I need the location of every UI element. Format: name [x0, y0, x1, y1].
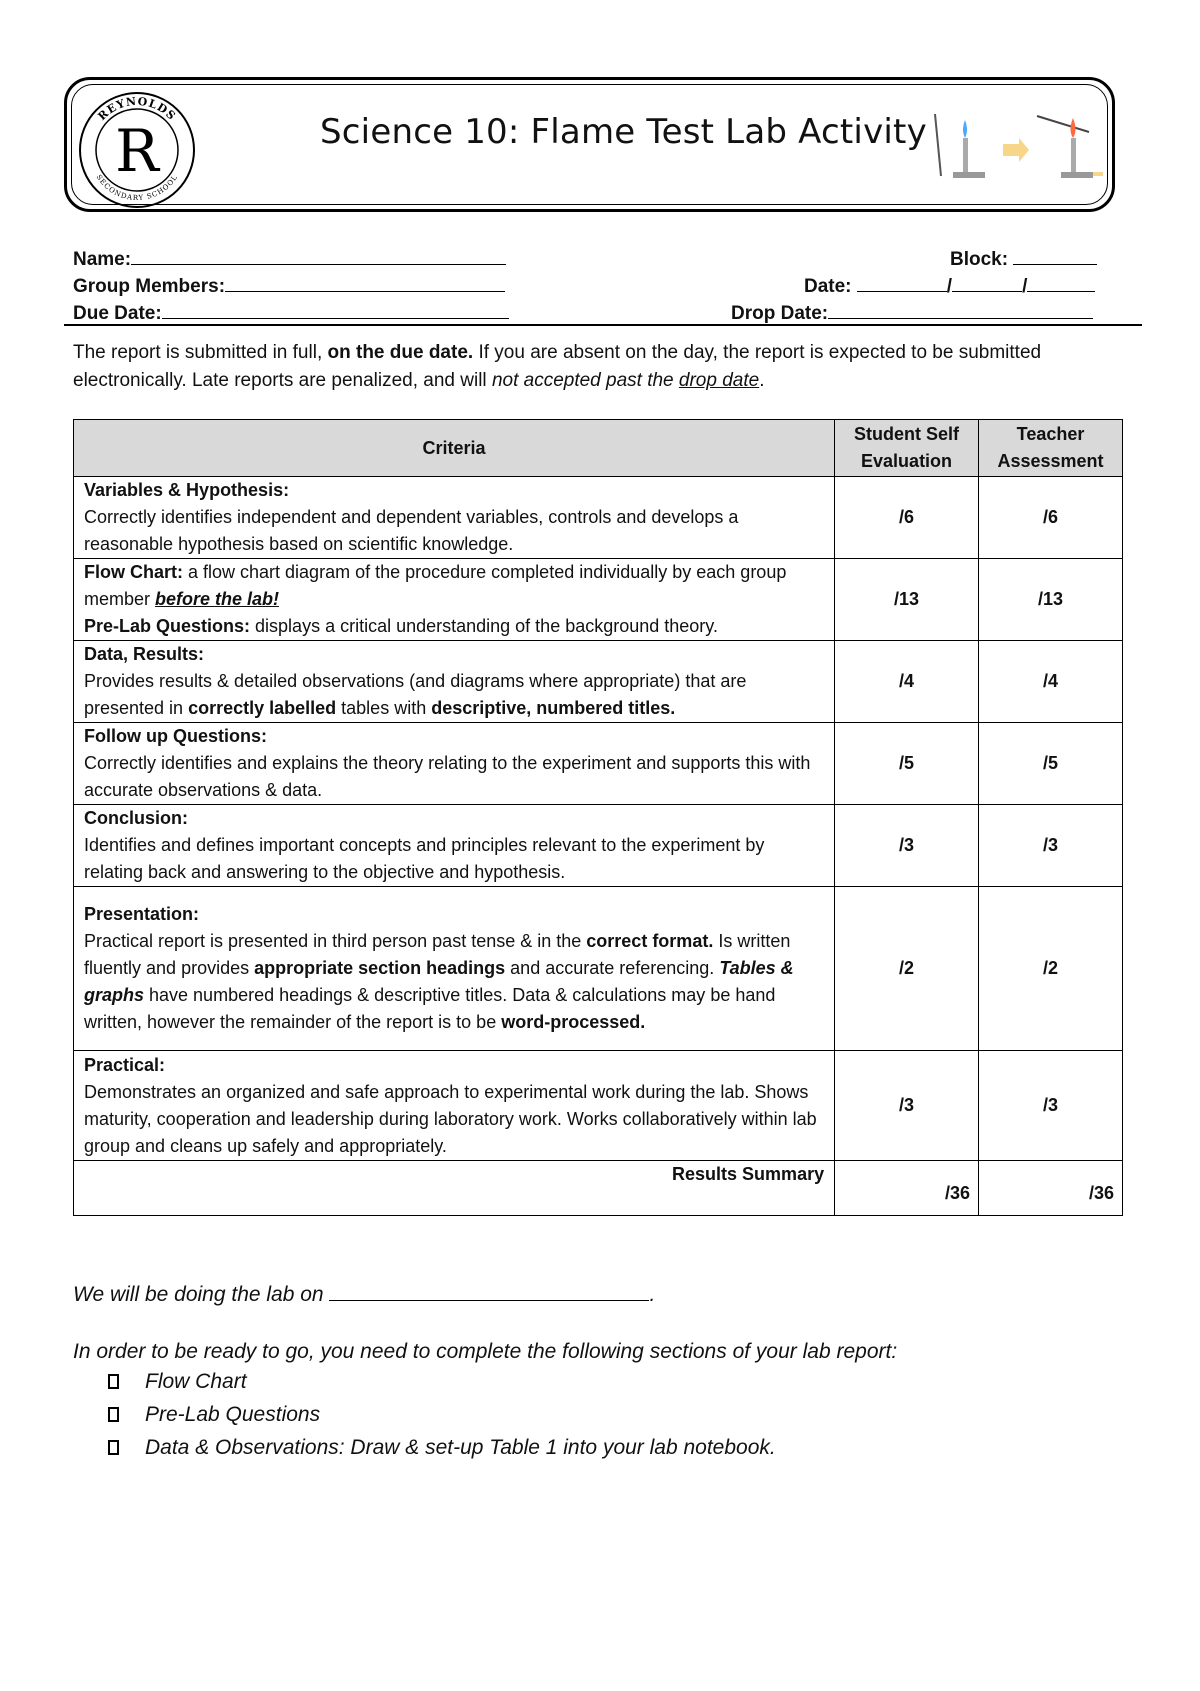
- summary-row: [74, 1161, 1123, 1216]
- list-item[interactable]: Pre-Lab Questions: [108, 1398, 776, 1431]
- table-row: [74, 477, 1123, 559]
- self-total[interactable]: /36: [835, 1161, 979, 1216]
- table-row: [74, 805, 1123, 887]
- teacher-header: Teacher Assessment: [979, 420, 1123, 477]
- criteria-cell: Data, Results: Provides results & detailed observations (and diagrams where appropriate) that are presented in correctly labelled tables with descriptive, numbered titles.: [74, 641, 835, 723]
- criteria-cell: Conclusion: Identifies and defines important concepts and principles relevant to the experiment by relating back and answering to the objective and hypothesis.: [74, 805, 835, 887]
- table-header-row: [74, 420, 1123, 477]
- prep-checklist: [108, 1365, 776, 1464]
- due-date-field[interactable]: Due Date:: [73, 300, 509, 325]
- self-eval-header: Student Self Evaluation: [835, 420, 979, 477]
- table-row: [74, 1051, 1123, 1161]
- criteria-cell: Practical: Demonstrates an organized and safe approach to experimental work during the lab. Shows maturity, cooperation and leadership during laboratory work. Works collaboratively within lab group and cleans up safely and appropriately.: [74, 1051, 835, 1161]
- table-row: [74, 887, 1123, 1051]
- self-score[interactable]: /13: [835, 559, 979, 641]
- self-score[interactable]: /3: [835, 805, 979, 887]
- lab-date-blank[interactable]: [329, 1280, 649, 1301]
- rubric-table: [73, 419, 1123, 1216]
- criteria-cell: Variables & Hypothesis: Correctly identifies independent and dependent variables, controls and develops a reasonable hypothesis based on scientific knowledge.: [74, 477, 835, 559]
- criteria-header: Criteria: [74, 420, 835, 477]
- criteria-cell: Flow Chart: a flow chart diagram of the procedure completed individually by each group member before the lab! Pre-Lab Questions: displays a critical understanding of the background theory.: [74, 559, 835, 641]
- criteria-cell: Follow up Questions: Correctly identifies and explains the theory relating to the experiment and supports this with accurate observations & data.: [74, 723, 835, 805]
- self-score[interactable]: /2: [835, 887, 979, 1051]
- bunsen-burner-illustration: [925, 108, 1105, 186]
- teacher-score[interactable]: /3: [979, 805, 1123, 887]
- criteria-cell: Presentation: Practical report is presented in third person past tense & in the correct format. Is written fluently and provides appropriate section headings and accurate referencing. Tables & graphs have numbered headings & descriptive titles. Data & calculations may be hand written, however the remainder of the report is to be word-processed.: [74, 887, 835, 1051]
- list-item[interactable]: Flow Chart: [108, 1365, 776, 1398]
- results-summary-label: Results Summary: [74, 1161, 835, 1216]
- svg-text:SECONDARY SCHOOL: SECONDARY SCHOOL: [94, 173, 180, 203]
- group-members-field[interactable]: Group Members:: [73, 273, 505, 298]
- drop-date-field[interactable]: Drop Date:: [731, 300, 1093, 325]
- checkbox-icon[interactable]: [108, 1407, 119, 1422]
- svg-text:REYNOLDS: REYNOLDS: [95, 94, 179, 124]
- table-row: [74, 723, 1123, 805]
- teacher-score[interactable]: /4: [979, 641, 1123, 723]
- self-score[interactable]: /6: [835, 477, 979, 559]
- checkbox-icon[interactable]: [108, 1440, 119, 1455]
- svg-text:R: R: [115, 117, 159, 185]
- red-flame-icon: [1071, 118, 1076, 138]
- header-divider: [64, 324, 1142, 326]
- page-title: Science 10: Flame Test Lab Activity: [320, 112, 927, 152]
- block-field[interactable]: Block:: [950, 246, 1097, 271]
- list-item[interactable]: Data & Observations: Draw & set-up Table 1 into your lab notebook.: [108, 1431, 776, 1464]
- self-score[interactable]: /3: [835, 1051, 979, 1161]
- lab-date-note: We will be doing the lab on .: [73, 1280, 655, 1307]
- table-row: [74, 559, 1123, 641]
- checkbox-icon[interactable]: [108, 1374, 119, 1389]
- name-field[interactable]: Name:: [73, 246, 506, 271]
- teacher-score[interactable]: /5: [979, 723, 1123, 805]
- date-field[interactable]: Date: / /: [804, 273, 1095, 298]
- teacher-score[interactable]: /13: [979, 559, 1123, 641]
- ready-note: In order to be ready to go, you need to complete the following sections of your lab report:: [73, 1340, 898, 1363]
- self-score[interactable]: /5: [835, 723, 979, 805]
- school-logo: [76, 89, 198, 211]
- teacher-total[interactable]: /36: [979, 1161, 1123, 1216]
- submission-instructions: The report is submitted in full, on the due date. If you are absent on the day, the report is expected to be submitted electronically. Late reports are penalized, and will not accepted past the drop date.: [73, 342, 1042, 391]
- blue-flame-icon: [963, 120, 967, 138]
- teacher-score[interactable]: /3: [979, 1051, 1123, 1161]
- arrow-right-icon: [1003, 138, 1029, 162]
- table-row: [74, 641, 1123, 723]
- teacher-score[interactable]: /2: [979, 887, 1123, 1051]
- teacher-score[interactable]: /6: [979, 477, 1123, 559]
- self-score[interactable]: /4: [835, 641, 979, 723]
